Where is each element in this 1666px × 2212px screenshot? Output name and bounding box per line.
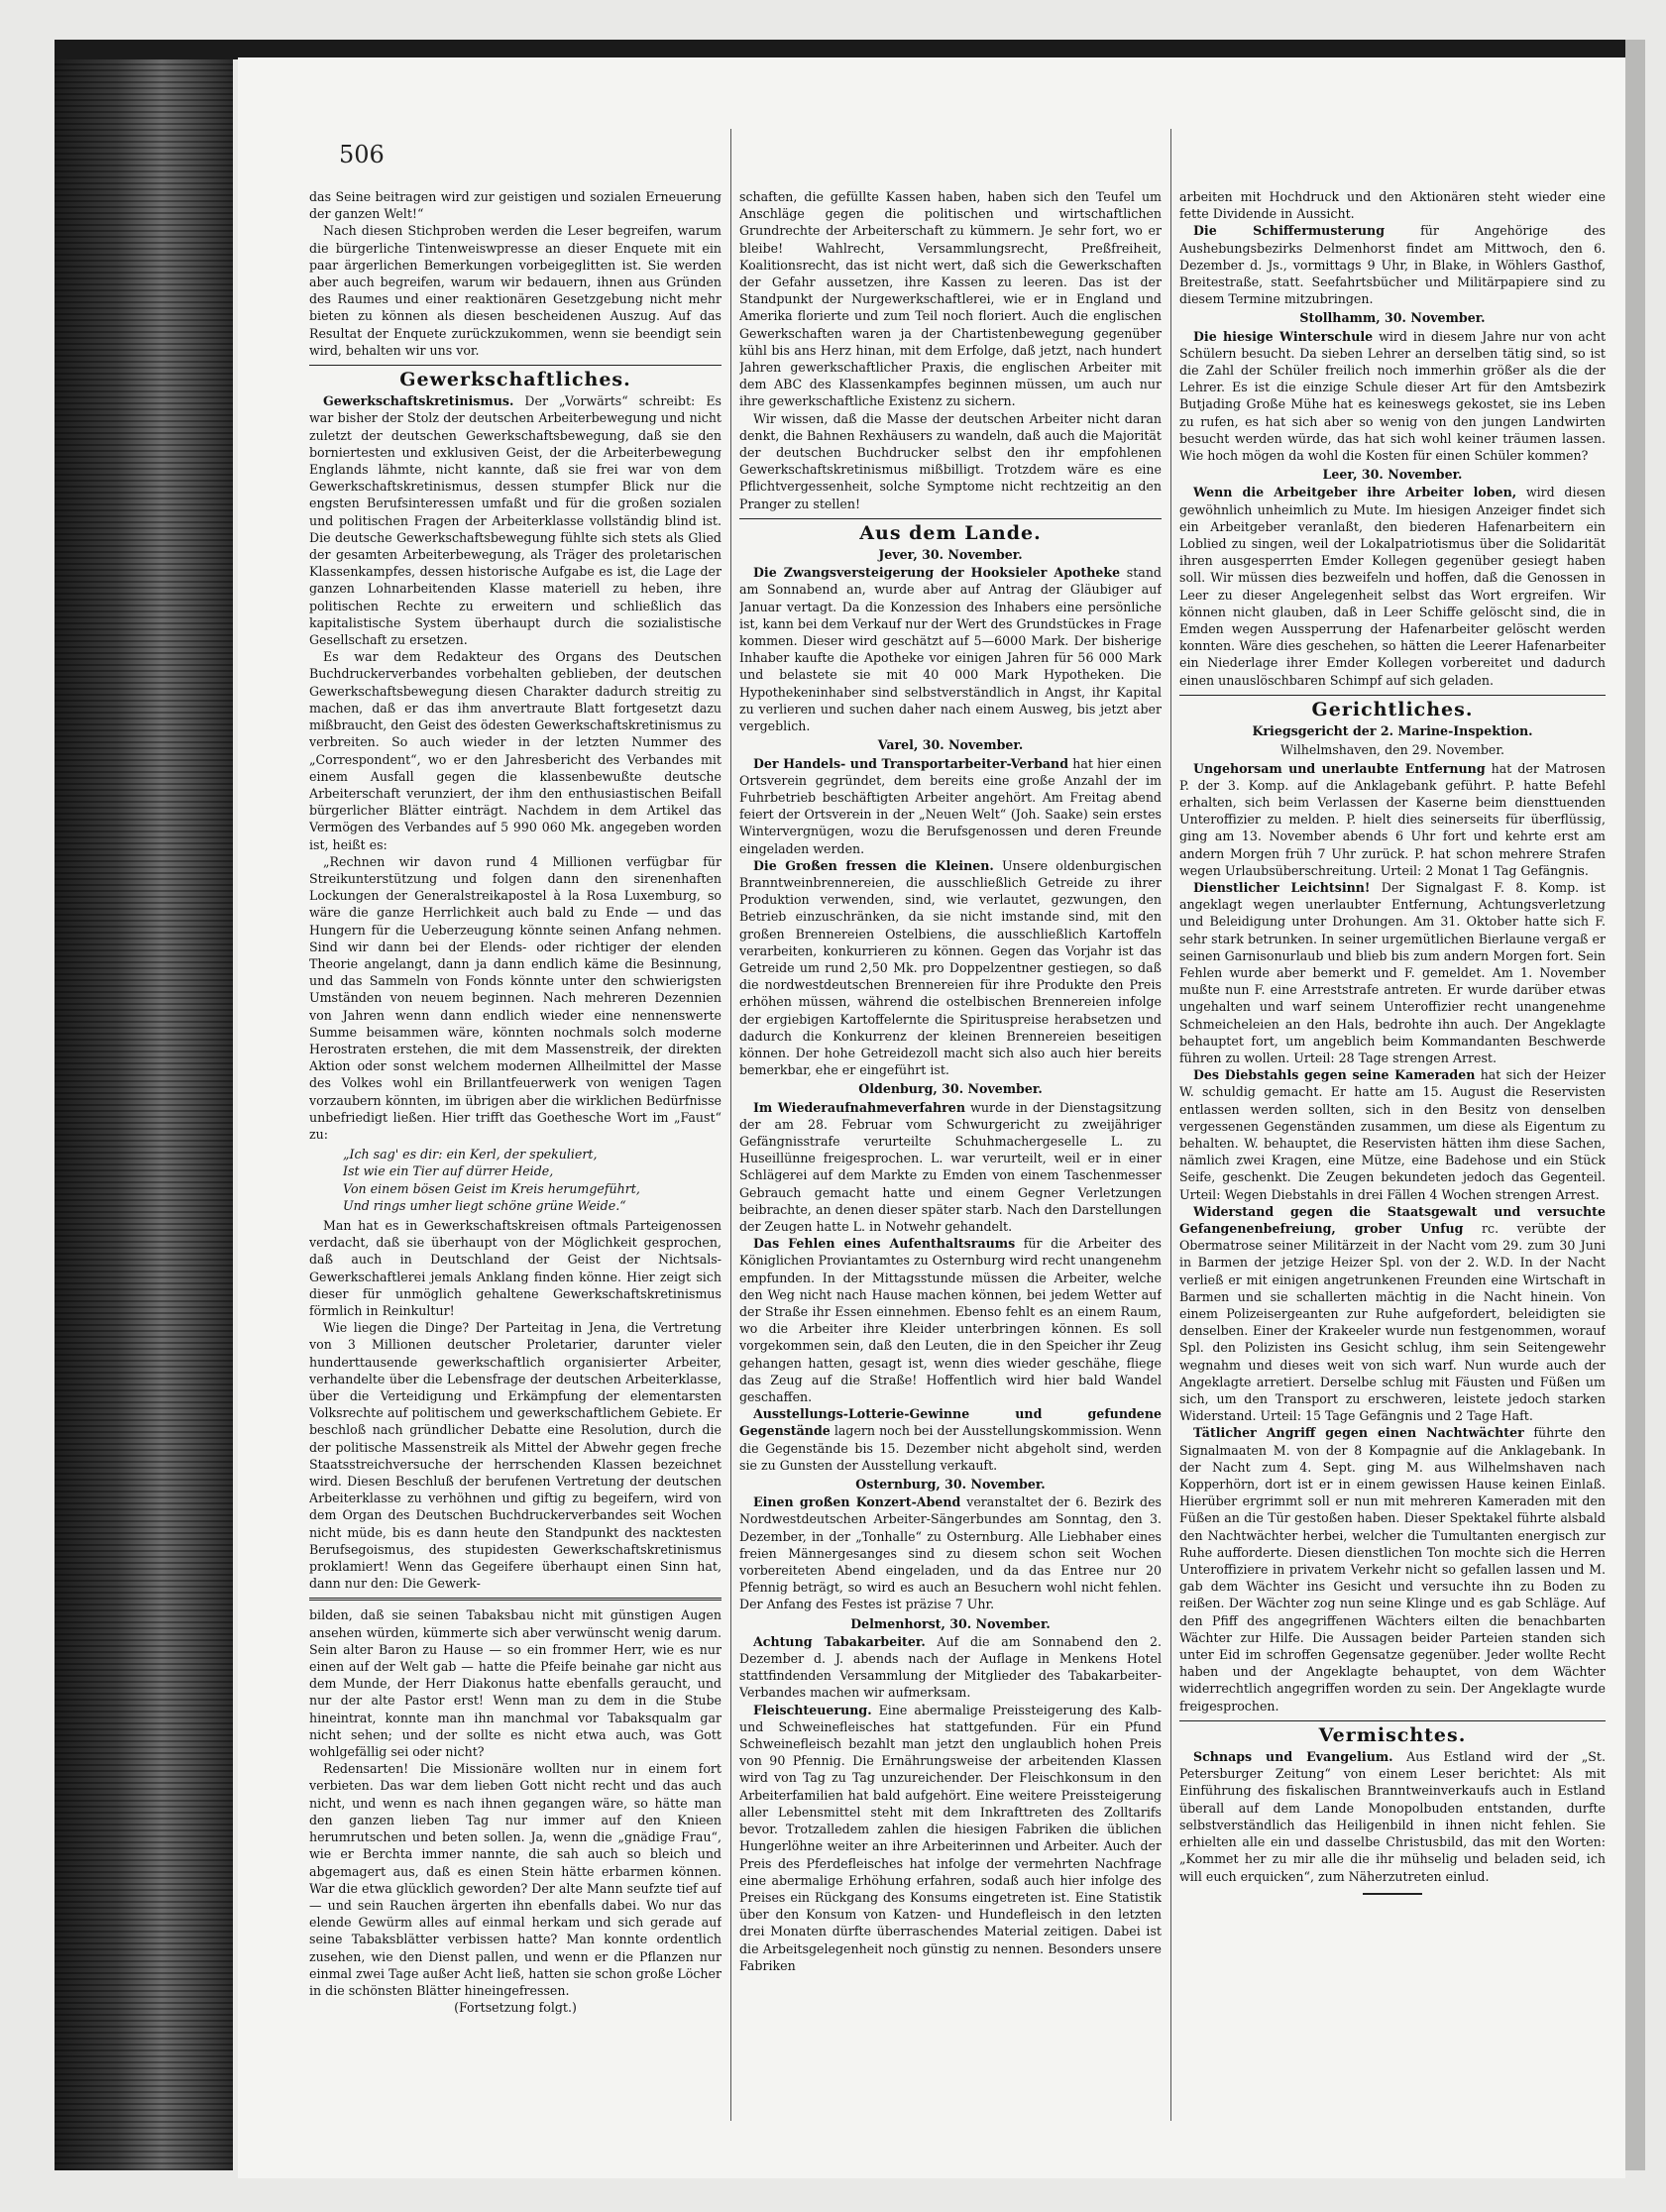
dateline: Stollhamm, 30. November. — [1299, 310, 1486, 326]
dateline: Jever, 30. November. — [878, 547, 1023, 563]
article-text: für die Arbeiter des Königlichen Proviantamtes zu Osternburg wird recht unangenehm empfunden. In der Mittagsstunde müssen die Arbeiter, welche den Weg nicht nach Hause machen können, bei jedem Wetter auf der Straße ihr Essen einnehmen. Ebenso fehlt es an einem Raum, wo die Arbeiter ihre Kleider unterbringen können. Es soll vorgekommen sein, daß den Leuten, die in den Speicher ihr Zeug gehangen hatten, gesagt ist, wenn dies wieder geschähe, fliege das Zeug auf die Straße! Hoffentlich wird hier bald Wandel geschaffen. — [739, 1236, 1162, 1405]
book-binding — [55, 40, 233, 2170]
article-lead: Ausstellungs-Lotterie-Gewinne und gefundene Gegenstände — [739, 1406, 1162, 1439]
scan-top-edge — [55, 40, 1640, 59]
dateline: Leer, 30. November. — [1322, 467, 1463, 483]
article-text: führte den Signalmaaten M. von der 8 Kompagnie auf die Anklagebank. In der Nacht zum 4. Sept. ging M. aus Wilhelmshaven nach Kopperhörn, dort ist er in einem gewissen Hause keinen Einlaß. Hierüber ergrimmt soll er nun mit mehreren Kameraden mit den Füßen an die Tür gestoßen haben. Dieser Spektakel führte alsbald den Nachtwächter herbei, welcher die Tumultanten energisch zur Ruhe aufforderte. Diesen dienstlichen Ton mochte sich die Herren Unteroffiziere in privatem Verkehr nicht so gefallen lassen und M. gab dem Wächter ins Gesicht und versuchte ihn zu Boden zu reißen. Der Wächter zog nun seine Klinge und es gab Schläge. Auf den Pfiff des angegriffenen Wächters eilten die benachbarten Wächter zur Hilfe. Die Aussagen beider Parteien standen sich unter Eid im schroffen Gegensatze gegenüber. Jeder wollte Recht haben und der Angeklagte behauptet, von dem Wächter widerrechtlich angegriffen worden zu sein. Der Angeklagte wurde freigesprochen. — [1179, 1425, 1606, 1714]
section-rule — [1179, 695, 1606, 696]
article-text: Unsere oldenburgischen Branntweinbrennereien, die ausschließlich Getreide zu ihrer Produktion verwenden, sind, wie verlautet, gezwungen, den Betrieb einzuschränken, da sie nicht imstande sind, mit den großen Brennereien Ostelbiens, die ausschließlich Kartoffeln verarbeiten, konkurrieren zu können. Gegen das Vorjahr ist das Getreide um rund 2,50 Mk. pro Doppelzentner gestiegen, so daß die nordwestdeutschen Brennereien für ihre Produkte den Preis erhöhen müssen, während die ostelbischen Brennereien infolge der ergiebigen Kartoffelernte die Spirituspreise herabsetzen und dadurch die Konkurrenz der kleinen Brennereien beseitigen können. Der hohe Getreidezoll macht sich also auch hier bereits bemerkbar, ehe er eingeführt ist. — [739, 857, 1162, 1078]
column-rule — [730, 129, 731, 2121]
paragraph: Wir wissen, daß die Masse der deutschen Arbeiter nicht daran denkt, die Bahnen Rexhäusers zu wandeln, daß auch die Majorität der deutschen Buchdrucker selbst den ihr empfohlenen Gewerkschaftskretinismus mißbilligt. Trotzdem wäre es eine Pflichtvergessenheit, solche Symptome nicht rechtzeitig an den Pranger zu stellen! — [739, 410, 1162, 511]
article-lead: Die hiesige Winterschule — [1193, 328, 1374, 344]
article-text: veranstaltet der 6. Bezirk des Nordwestdeutschen Arbeiter-Sängerbundes am Sonntag, den 3. Dezember, in der „Tonhalle“ zu Osternburg. Alle Liebhaber eines freien Männergesanges sind zu diesem schon seit Wochen vorbereiteten Abend eingeladen, und da das Entree nur 20 Pfennig beträgt, so wird es auch an Besuchern wohl nicht fehlen. Der Anfang des Festes ist präzise 7 Uhr. — [739, 1494, 1162, 1612]
article-lead: Schnaps und Evangelium. — [1193, 1749, 1393, 1765]
article-text: wird diesen gewöhnlich unheimlich zu Mute. Im hiesigen Anzeiger findet sich ein Arbeitgeber veranlaßt, den biederen Hafenarbeitern ein Loblied zu singen, weil der Lokalpatriotismus über die Solidarität ihren ausgesperrten Emder Kollegen gegenüber gesiegt haben soll. Wir müssen dies bezweifeln und hoffen, daß die Genossen in Leer zu dieser Angelegenheit selbst das Wort ergreifen. Wir können nicht glauben, daß in Leer Schiffe gelöscht sind, die in Emden wegen Aussperrung der Hafenarbeiter gelöscht werden konnten. Wäre dies geschehen, so hätten die Leerer Hafenarbeiter ein Niederlage ihrer Emder Kollegen vorbereitet und dadurch einen unauslöschbaren Schimpf auf sich geladen. — [1179, 485, 1606, 688]
continuation-note: (Fortsetzung folgt.) — [454, 2000, 577, 2016]
end-dash — [1363, 1893, 1422, 1895]
paragraph: „Rechnen wir davon rund 4 Millionen verfügbar für Streikunterstützung und folgen dann den sirenenhaften Lockungen der Generalstreikapostel à la Rosa Luxemburg, so wäre die ganze Herrlichkeit auch bald zu Ende — und das Hungern für die Ueberzeugung könnte seinen Anfang nehmen. Sind wir dann bei der Elends- oder richtiger der elenden Theorie angelangt, dann ja dann endlich käme die Besinnung, und das Sammeln von Fonds könnte unter den schwierigsten Umständen von neuem beginnen. Nach mehreren Dezennien von Jahren wenn dann endlich wieder eine nennenswerte Summe beisammen wäre, könnten nochmals solch moderne Herostraten erstehen, die mit dem Massenstreik, der direkten Aktion oder sonst welchem modernen Allheilmittel der Masse des Volkes wohl ein Brillantfeuerwerk von wenigen Tagen vorzaubern könnten, im übrigen aber die wirklichen Bedürfnisse unbefriedigt ließen. Hier trifft das Goethesche Wort im „Faust“ zu: — [309, 853, 722, 1142]
section-heading: Aus dem Lande. — [859, 521, 1042, 544]
verse-line: Von einem bösen Geist im Kreis herumgeführt, — [343, 1180, 640, 1196]
paragraph: das Seine beitragen wird zur geistigen und sozialen Erneuerung der ganzen Welt!“ — [309, 189, 722, 222]
article-lead: Fleischteuerung. — [753, 1702, 872, 1717]
verse-line: „Ich sag' es dir: ein Kerl, der spekuliert, — [343, 1147, 598, 1162]
article-lead: Gewerkschaftskretinismus. — [323, 393, 514, 409]
article-text: Auf die am Sonnabend den 2. Dezember d. J. abends nach der Auflage in Menkens Hotel stattfindenden Versammlung der Mitglieder des Tabakarbeiter-Verbandes machen wir aufmerksam. — [739, 1633, 1162, 1701]
article-text: hat hier einen Ortsverein gegründet, dem bereits eine große Anzahl der im Fuhrbetrieb beschäftigten Arbeiter angehört. Am Freitag abend feiert der Ortsverein in der „Neuen Welt“ (Joh. Saake) sein erstes Wintervergnügen, wozu die Berufsgenossen und deren Freunde eingeladen werden. — [739, 755, 1162, 856]
section-heading: Gerichtliches. — [1311, 698, 1474, 720]
section-rule — [309, 365, 722, 366]
scan-right-edge — [1625, 40, 1645, 2170]
article-text: hat der Matrosen P. der 3. Komp. auf die Anklagebank geführt. P. hatte Befehl erhalten, sich beim Verlassen der Kaserne beim diensttuenden Unteroffizier zu melden. P. hielt dies seinerseits für überflüssig, ging am 13. November abends 6 Uhr fort und kehrte erst am andern Morgen früh 7 Uhr zurück. P. hat schon mehrere Strafen wegen Urlaubsüberschreitung. Urteil: 2 Monat 1 Tag Gefängnis. — [1179, 760, 1606, 878]
article-text: wurde in der Dienstagsitzung der am 28. Februar vom Schwurgericht zu zweijähriger Gefängnisstrafe verurteilte Schuhmachergeselle L. zu Huseillünne freigesprochen. L. war verurteilt, weil er in einer Schlägerei auf dem Markte zu Emden von einem Taschenmesser Gebrauch gemacht hatte und einem Gegner Verletzungen beibrachte, an denen dieser später starb. Nach den Darstellungen der Zeugen hatte L. in Notwehr gehandelt. — [739, 1099, 1162, 1234]
article-lead: Widerstand gegen die Staatsgewalt und versuchte Gefangenenbefreiung, grober Unfug — [1179, 1203, 1606, 1236]
article-text: für Angehörige des Aushebungsbezirks Delmenhorst findet am Mittwoch, den 6. Dezember d. Js., vormittags 9 Uhr, in Blake, in Wöhlers Gasthof, Breitestraße, statt. Seefahrtsbücher und Militärpapiere sind zu diesem Termine mitzubringen. — [1179, 223, 1606, 307]
paragraph: Redensarten! Die Missionäre wollten nur in einem fort verbieten. Das war dem lieben Gott nicht recht und das auch nicht, und wenn es nach ihnen gegangen wäre, so hätte man den ganzen lieben Tag nur immer auf den Knieen herumrutschen und beten sollen. Ja, wenn die „gnädige Frau“, wie er Berchta immer nannte, die sah auch so bleich und abgemagert aus, daß es einen Stein hätte erbarmen können. War die etwa glücklich geworden? Der alte Mann seufzte tief auf — und sein Rauchen ärgerten ihn ebenfalls dabei. Wo nur das elende Gewürm alles auf einmal herkam und sich gerade auf seine Tabaksblätter verbissen hatte? Man konnte ordentlich zusehen, wie den Dienst pallen, und wenn er die Pflanzen nur einmal zwei Tage außer Acht ließ, hatten sie schon große Löcher in die schönsten Blätter hineingefressen. — [309, 1761, 722, 1998]
article-lead: Im Wiederaufnahmeverfahren — [753, 1099, 965, 1115]
paragraph: Es war dem Redakteur des Organs des Deutschen Buchdruckerverbandes vorbehalten geblieben, der deutschen Gewerkschaftsbewegung diesen Charakter dadurch streitig zu machen, daß er das ihm anvertraute Blatt fortgesetzt dazu mißbraucht, den Geist des ödesten Gewerkschaftskretinismus zu verbreiten. So auch wieder in der letzten Nummer des „Correspondent“, wo er den Jahresbericht des Verbandes mit einem Ausfall gegen die klassenbewußte deutsche Arbeiterschaft verunziert, der ihm den enthusiastischen Beifall bürgerlicher Blätter einträgt. Nachdem in dem Artikel das Vermögen des Verbandes auf 5 990 060 Mk. angegeben worden ist, heißt es: — [309, 649, 722, 852]
paragraph: Wie liegen die Dinge? Der Parteitag in Jena, die Vertretung von 3 Millionen deutscher Proletarier, darunter vieler hunderttausende gewerkschaftlich organisierter Arbeiter, verhandelte über die Lebensfrage der deutschen Arbeiterklasse, über die Verteidigung und Erkämpfung der elementarsten Volksrechte auf politischem und gewerkschaftlichem Gebiete. Er beschloß nach gründlicher Debatte eine Resolution, durch die der politische Massenstreik als Mittel der Abwehr gegen freche Staatsstreichversuche der herrschenden Klassen bezeichnet wird. Diesen Beschluß der berufenen Vertretung der deutschen Arbeiterklasse zu verhöhnen und giftig zu begeifern, wird von dem Organ des Deutschen Buchdruckerverbandes seit Wochen nicht müde, bis es dann heute den Standpunkt des nacktesten Berufsegoismus, des stupidesten Gewerkschaftskretinismus proklamiert! Wenn das Gegeifere überhaupt einen Sinn hat, dann nur den: Die Gewerk- — [309, 1320, 722, 1592]
column-rule — [1170, 129, 1171, 2121]
paragraph: Nach diesen Stichproben werden die Leser begreifen, warum die bürgerliche Tintenweiswpresse an dieser Enquete mit ein paar ärgerlichen Bemerkungen vorbeigeglitten ist. Sie werden aber auch begreifen, warum wir bedauern, ihnen aus Gründen des Raumes und einer reaktionären Gesetzgebung nicht mehr bieten zu können als diesen bescheidenen Auszug. Auf das Resultat der Enquete zurückzukommen, wenn sie beendigt sein wird, behalten wir uns vor. — [309, 223, 722, 358]
article-text: lagern noch bei der Ausstellungskommission. Wenn die Gegenstände bis 15. Dezember nicht abgeholt sind, werden sie zu Gunsten der Ausstellung verkauft. — [739, 1423, 1162, 1473]
dateline: Delmenhorst, 30. November. — [850, 1615, 1051, 1631]
article-lead: Wenn die Arbeitgeber ihre Arbeiter loben, — [1193, 485, 1517, 500]
article-lead: Die Schiffermusterung — [1193, 223, 1386, 239]
article-lead: Des Diebstahls gegen seine Kameraden — [1193, 1067, 1476, 1083]
article-lead: Ungehorsam und unerlaubte Entfernung — [1193, 760, 1486, 776]
article-lead: Der Handels- und Transportarbeiter-Verband — [753, 755, 1069, 771]
paragraph: schaften, die gefüllte Kassen haben, haben sich den Teufel um Anschläge gegen die politischen und wirtschaftlichen Grundrechte der Arbeiterschaft zu kümmern. Je sehr fort, wo er bleibe! Wahlrecht, Versammlungsrecht, Preßfreiheit, Koalitionsrecht, das ist nicht wert, daß sich die Gewerkschaften der Gefahr aussetzen, ihre Kassen zu leeren. Das ist der Standpunkt der Nurgewerkschaftlerei, wie er in England und Amerika florierte und zum Teil noch floriert. Auch die englischen Gewerkschaften waren ja der Chartistenbewegung gegenüber kühl bis ans Herz hinan, mit dem Erfolge, daß jetzt, nach hundert Jahren gewerkschaftlicher Praxis, die englischen Arbeiter mit dem ABC des Klassenkampfes beginnen müssen, um auch nur ihre gewerkschaftliche Existenz zu sichern. — [739, 189, 1162, 409]
page-number: 506 — [339, 141, 385, 168]
section-rule — [1179, 1720, 1606, 1721]
column-1 — [309, 188, 722, 2170]
column-2 — [739, 188, 1162, 2170]
dateline: Oldenburg, 30. November. — [858, 1081, 1043, 1097]
section-heading: Vermischtes. — [1318, 1723, 1467, 1746]
article-text: stand am Sonnabend an, wurde aber auf Antrag der Gläubiger auf Januar vertagt. Da die Konzession des Inhabers eine persönliche ist, kann bei dem Verkauf nur der Wert des Grundstückes in Frage kommen. Dieser wird geschätzt auf 5—6000 Mark. Der bisherige Inhaber kaufte die Apotheke vor einigen Jahren für 56 000 Mark und belastete sie mit 40 000 Mark Hypotheken. Die Hypothekeninhaber sind selbstverständlich in Angst, ihr Kapital zu verlieren und suchen daher nach einem Ausweg, bis jetzt aber vergeblich. — [739, 565, 1162, 734]
article-text: Eine abermalige Preissteigerung des Kalb- und Schweinefleisches hat stattgefunden. Für ein Pfund Schweinefleisch bezahlt man jetzt den unglaublich hohen Preis von 90 Pfennig. Die Ernährungsweise der arbeitenden Klassen wird von Tag zu Tag unzureichender. Der Fleischkonsum in den Arbeiterfamilien hat bald aufgehört. Eine weitere Preissteigerung aller Lebensmittel steht mit dem Inkrafttreten des Zolltarifs bevor. Trotzalledem zahlen die hiesigen Fabriken die üblichen Hungerlöhne weiter an ihre Arbeiterinnen und Arbeiter. Auch der Preis des Pferdefleisches hat infolge der vermehrten Nachfrage eine abermalige Erhöhung erfahren, sodaß auch hier infolge des Preises ein Rückgang des Konsums eingetreten ist. Eine Statistik über den Konsum von Katzen- und Hundefleisch in den letzten drei Monaten dürfte überraschendes Material zeitigen. Dabei ist die Arbeitsgelegenheit noch günstig zu nennen. Besonders unsere Fabriken — [739, 1702, 1162, 1973]
dateline: Wilhelmshaven, den 29. November. — [1279, 742, 1504, 758]
article-text: rc. verübte der Obermatrose seiner Militärzeit in der Nacht vom 29. zum 30 Juni in Barmen der jetzige Heizer Spl. von der 2. W.D. In der Nacht verließ er mit einigen angetrunkenen Freunden eine Wirtschaft in Barmen und sie schallerten mächtig in die Nacht hinein. Von einem Polizeisergeanten zur Ruhe aufgefordert, beleidigten sie denselben. Einer der Krakeeler wurde nun festgenommen, worauf Spl. den Polizisten ins Gesicht schlug, ihm sein Seitengewehr wegnahm und dieses weit von sich warf. Nun wurde auch der Angeklagte arretiert. Derselbe schlug mit Fäusten und Füßen um sich, um den Transport zu erschweren, leistete jedoch starken Widerstand. Urteil: 15 Tage Gefängnis und 2 Tage Haft. — [1179, 1220, 1606, 1424]
dateline: Osternburg, 30. November. — [855, 1477, 1046, 1493]
article-lead: Die Zwangsversteigerung der Hooksieler Apotheke — [753, 565, 1121, 581]
verse-line: Und rings umher liegt schöne grüne Weide.“ — [343, 1197, 626, 1213]
dateline: Varel, 30. November. — [877, 737, 1024, 753]
article-lead: Dienstlicher Leichtsinn! — [1193, 879, 1371, 895]
column-3 — [1179, 188, 1606, 2170]
verse — [309, 1146, 722, 1214]
paragraph: Man hat es in Gewerkschaftskreisen oftmals Parteigenossen verdacht, daß sie überhaupt von der Möglichkeit gesprochen, daß auch in Deutschland der Geist der Nichtsals-Gewerkschaftlerei jemals Anklang finden könne. Hier zeigt sich dieser für unmöglich gehaltene Gewerkschaftskretinismus förmlich in Reinkultur! — [309, 1217, 722, 1318]
article-lead: Tätlicher Angriff gegen einen Nachtwächter — [1193, 1425, 1524, 1441]
paragraph: arbeiten mit Hochdruck und den Aktionären steht wieder eine fette Dividende in Aussicht. — [1179, 189, 1606, 222]
subheading: Kriegsgericht der 2. Marine-Inspektion. — [1252, 723, 1533, 739]
article-lead: Achtung Tabakarbeiter. — [753, 1633, 926, 1649]
article-text: Der Signalgast F. 8. Komp. ist angeklagt wegen unerlaubter Entfernung, Achtungsverletzung und Beleidigung unter Drohungen. Am 31. Oktober hatte sich F. sehr stark betrunken. In seiner urgemütlichen Bierlaune vergaß er seinen Garnisonurlaub und blieb bis zum andern Morgen fort. Sein Fehlen wurde aber bemerkt und F. gemeldet. Am 1. November mußte nun F. eine Arreststrafe antreten. Er wurde darüber etwas ungehalten und warf seinem Unteroffizier recht unangenehme Schmeicheleien an den Hals, bedrohte ihn auch. Der Angeklagte behauptet fort, um angeblich beim Kommandanten Beschwerde führen zu wollen. Urteil: 28 Tage strengen Arrest. — [1179, 879, 1606, 1065]
article-text: Der „Vorwärts“ schreibt: Es war bisher der Stolz der deutschen Arbeiterbewegung und nicht zuletzt der deutschen Gewerkschaftsbewegung, daß sie den borniertesten und exklusiven Geist, der die Arbeiterbewegung Englands lähmte, nicht kannte, daß sie frei war von dem Gewerkschaftskretinismus, dessen stumpfer Blick nur die engsten Berufsinteressen umfaßt und für die großen sozialen und politischen Fragen der Arbeiterklasse vollständig blind ist. Die deutsche Gewerkschaftsbewegung fühlte sich stets als Glied der gesamten Arbeiterbewegung, als Träger des proletarischen Klassenkampfes, dessen historische Aufgabe es ist, die Lage der ganzen Lohnarbeitenden Klasse materiell zu heben, ihre politischen Rechte zu erweitern und schließlich das kapitalistische System überhaupt durch die sozialistische Gesellschaft zu ersetzen. — [309, 393, 722, 648]
article-lead: Die Großen fressen die Kleinen. — [753, 857, 994, 873]
verse-line: Ist wie ein Tier auf dürrer Heide, — [343, 1163, 554, 1179]
paragraph: bilden, daß sie seinen Tabaksbau nicht mit günstigen Augen ansehen würden, kümmerte sich aber verwünscht wenig darum. Sein alter Baron zu Hause — so ein frommer Herr, wie es nur einen auf der Welt gab — hatte die Pfeife beinahe gar nicht aus dem Munde, der Herr Diakonus hatte ebenfalls geraucht, und nur der alte Pastor erst! Wenn man zu dem in die Stube hineintrat, konnte man ihn manchmal vor Tabaksqualm gar nicht sehen; und der sollte es nicht etwa auch, was Gott wohlgefällig sei oder nicht? — [309, 1607, 722, 1760]
article-lead: Einen großen Konzert-Abend — [753, 1494, 961, 1510]
article-lead: Das Fehlen eines Aufenthaltsraums — [753, 1236, 1016, 1252]
article-text: wird in diesem Jahre nur von acht Schülern besucht. Da sieben Lehrer an derselben tätig sind, so ist die Zahl der Schüler freilich noch immerhin größer als die der Lehrer. Es ist die einzige Schule dieser Art für den Amtsbezirk Butjading Große Mühe hat es keineswegs gekostet, sie ins Leben zu rufen, es hat sich aber so wenig von den jungen Landwirten besucht werden würde, das hat sich wohl keiner träumen lassen. Wie hoch mögen da wohl die Kosten für einen Schüler kommen? — [1179, 328, 1606, 464]
section-rule — [739, 518, 1162, 519]
feuilleton-rule — [309, 1598, 722, 1601]
article-text: Aus Estland wird der „St. Petersburger Zeitung“ von einem Leser berichtet: Als mit Einführung des fiskalischen Branntweinverkaufs auch in Estland überall auf dem Lande Monopolbuden entstanden, durfte selbstverständlich das Heiligenbild in ihnen nicht fehlen. Sie erhielten alle ein und dasselbe Christusbild, das mit den Worten: „Kommet her zu mir alle die ihr mühselig und beladen seid, ich will euch erquicken“, zum Näherzutreten einlud. — [1179, 1749, 1606, 1884]
section-heading: Gewerkschaftliches. — [399, 369, 631, 391]
article-text: hat sich der Heizer W. schuldig gemacht. Er hatte am 15. August die Reservisten entlassen werden sollten, sich in den Besitz von denselben vergessenen Gegenständen zusammen, um diese als Eigentum zu behalten. W. behauptet, die Reservisten hätten ihm diese Sachen, nämlich zwei Kragen, eine Mütze, eine Badehose und ein Stück Seife, geschenkt. Die Zeugen bekundeten jedoch das Gegenteil. Urteil: Wegen Diebstahls in drei Fällen 4 Wochen strengen Arrest. — [1179, 1067, 1606, 1202]
